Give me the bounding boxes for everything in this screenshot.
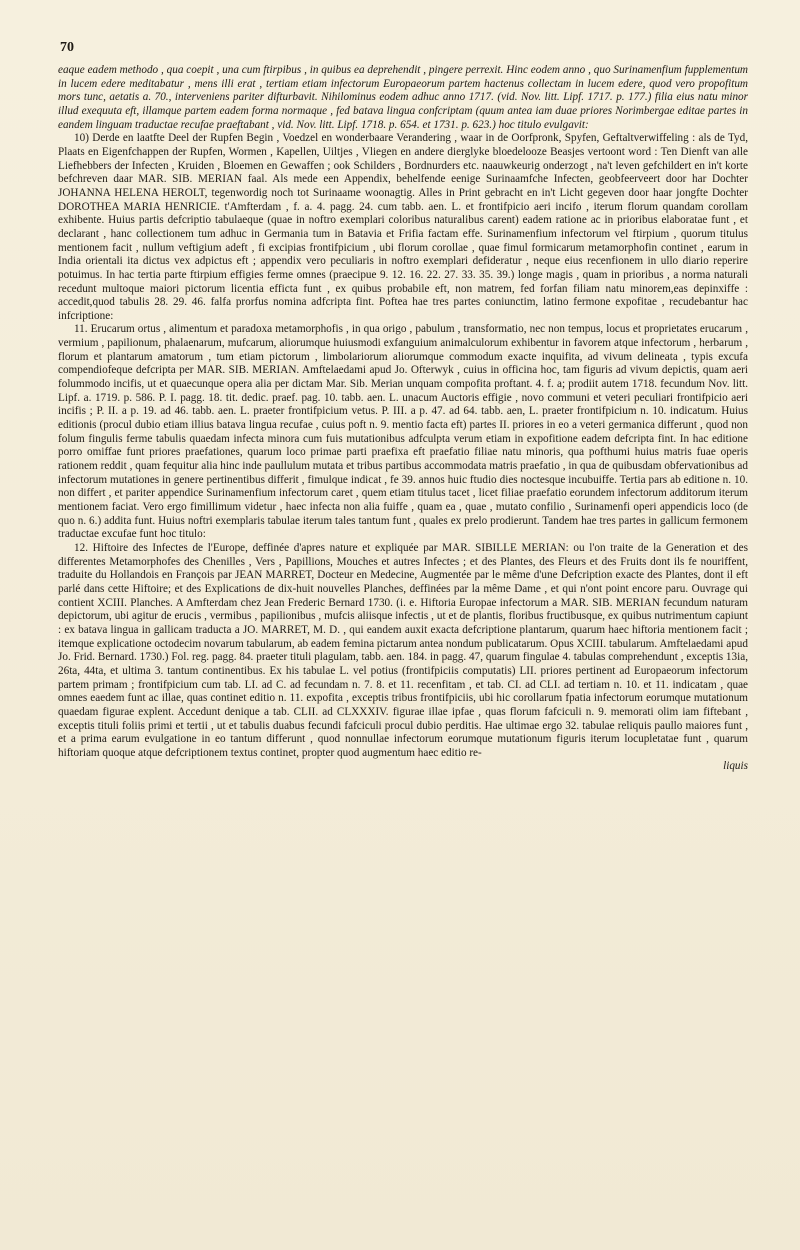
paragraph-1: eaque eadem methodo , qua coepit , una cum ftirpibus , in quibus ea deprehendit , pingere perrexit. Hinc eodem anno , quo Surinamenfium fupplementum in lucem edere meditabatur , mens illi erat , tertiam etiam infectorum Europaeorum partem hactenus collectam in lucem edere, quod vero propofitum mors tunc, aetatis a. 70., interveniens pariter difturbavit. Nihilominus eodem adhuc anno 1717. (vid. Nov. litt. Lipf. 1717. p. 177.) filia eius natu minor illud exequuta eft, illamque partem eadem forma normaque , fed batava lingua confcriptam (quum antea iam duae priores Norimbergae editae partes in eandem linguam traductae recufae praeftabant , vid. Nov. litt. Lipf. 1718. p. 654. et 1731. p. 623.) hoc titulo evulgavit: [58,64,748,131]
catchword: liquis [723,760,748,773]
paragraph-2-entry-10: 10) Derde en laatfte Deel der Rupfen Begin , Voedzel en wonderbaare Verandering , waar in de Oorfpronk, Spyfen, Geftaltverwiffeling : als de Tyd, Plaats en Eigenfchappen der Rupfen, Wormen , Kapellen, Uiltjes , Vliegen en andere dierglyke bloedelooze Beasjes vertoont word : Ten Dienft van alle Liefhebbers der Infecten , Kruiden , Bloemen en Gewaffen ; ook Schilders , Bordnurders etc. naauwkeurig onderzogt , na't leven gefchildert en in't korte befchreven daar MAR. SIB. MERIAN faal. Als mede een Appendix, behelfende eenige Surinaamfche Infecten, geobfeerveert door har Dochter JOHANNA HELENA HEROLT, tegenwordig noch tot Surinaame woonagtig. Alles in Print gebracht en in't Licht gegeven door haar jongfte Dochter DOROTHEA MARIA HENRICIE. t'Amfterdam , f. a. 4. pagg. 24. cum tabb. aen. L. et frontifpicio aeri incifo , iterum florum quandam corollam exhibente. Huius partis defcriptio tabulaeque (quae in noftro exemplari coloribus naturalibus carent) eadem ratione ac in prioribus elaboratae funt , et declarant , hanc collectionem tum adhuc in Germania tum in Batavia et Frifia factam effe. Surinamenfium infectorum vel ftirpium , quorum titulus mentionem facit , nullum veftigium adeft , fi excipias frontifpicium , ubi florum corollae , quae fimul formicarum metamorphofin continet , earum in India orientali ita dictus vex adpictus eft ; appendix vero peculiaris in noftro exemplari defideratur , neque eius recenfionem in ullo diario reperire potuimus. In hac tertia parte ftirpium effigies ferme omnes (praecipue 9. 12. 16. 22. 27. 33. 35. 39.) longe magis , quam in prioribus , a norma naturali recedunt multoque maiori pictorum licentia efficta funt , ex quibus probabile eft, non matrem, fed forfan filiam natu minorem,eas depinxiffe : accedit,quod tabulis 28. 29. 46. falfa prorfus nomina adfcripta fint. Poftea hae tres partes coniunctim, latino fermone expofitae , recudebantur hac infcriptione: [58,132,748,322]
paragraph-3-entry-11: 11. Erucarum ortus , alimentum et paradoxa metamorphofis , in qua origo , pabulum , transformatio, nec non tempus, locus et proprietates erucarum , vermium , papilionum, phalaenarum, mufcarum, aliorumque huiusmodi exfanguium animalculorum exhibentur in favorem atque infectorum , herbarum , florum et plantarum amatorum , tum etiam pictorum , limbolariorum aliorumque commodum exacte inquifita, ad vivum delineata , typis excufa compendiofeque defcripta per MAR. SIB. MERIAN. Amftelaedami apud Jo. Ofterwyk , cuius in officina hoc, tam figuris ad vivum depictis, quam aeri folummodo incifis, ut et quaecunque opera alia per dictam Mar. Sib. Merian unquam compofita proftant. 4. f. a; prodiit autem 1718. fecundum Nov. litt. Lipf. a. 1719. p. 586. P. I. pagg. 18. tit. dedic. praef. pag. 10. tabb. aen. L. unacum Auctoris effigie , novo communi et veteri peculiari frontifpicio aeri incifis ; P. II. a p. 19. ad 46. tabb. aen. L. praeter frontifpicium vetus. P. III. a p. 47. ad 64. tabb. aen, L. praeter frontifpicium n. 10. indicatum. Huius editionis (procul dubio etiam illius batava lingua recufae , cuius poft n. 9. mentio facta eft) partes II. priores in eo a veteri germanica differunt , quod non folum fingulis ferme tabulis quaedam infecta minora cum fuis mutationibus adfculpta verum etiam in expofitione eadem defcripta fint. In hac editione porro omiffae funt priores praefationes, quarum loco primae parti praefixa eft praefatio filiae natu minoris, qua pofthumi huius matris fuae operis rationem reddit , quam fequitur alia hinc inde paullulum mutata et tribus partibus accommodata matris praefatio , in qua de quibusdam obfervationibus ad infectorum mutationes in genere pertinentibus differit , fimulque indicat , fe 39. annos huic ftudio dies noctesque incubuiffe. Tertia pars ab editione n. 10. non differt , et pariter appendice Surinamenfium infectorum caret , quem etiam titulus tacet , licet filiae praefatio eorundem infectorum additorum iterum mentionem faciat. Vero ergo fimillimum videtur , haec infecta non alia fuiffe , quam ea , quae , mutato confilio , Surinamenfi operi appendicis loco (de quo n. 6.) addita funt. Huius noftri exemplaris tabulae iterum tales tantum funt , quales ex prelo prodierunt. Tandem hae tres partes in gallicum fermonem traductae excufae funt hoc titulo: [58,323,748,541]
paragraph-4-entry-12: 12. Hiftoire des Infectes de l'Europe, deffinée d'apres nature et expliquée par MAR. SIBILLE MERIAN: ou l'on traite de la Generation et des differentes Metamorphofes des Chenilles , Vers , Papillions, Mouches et autres Infectes ; et des Plantes, des Fleurs et des Fruits dont ils fe nouriffent, traduite du Hollandois en François par JEAN MARRET, Docteur en Medecine, Augmentée par le même d'une Defcription exacte des Plantes, dont il eft parlé dans cette Hiftoire; et des Explications de dix-huit nouvelles Planches, deffinées par la même Dame , et qui n'ont point encore paru. Ouvrage qui contient XCIII. Planches. A Amfterdam chez Jean Frederic Bernard 1730. (i. e. Hiftoria Europae infectorum a MAR. SIB. MERIAN fecundum naturam depictorum, ubi agitur de erucis , vermibus , papilionibus , mufcis aliisque infectis , ut et de plantis, floribus fructibusque, ex quibus nutrimentum capiunt : ex batava lingua in gallicam traducta a JO. MARRET, M. D. , qui eandem auxit exacta defcriptione plantarum, quarum haec hiftoria mentionem facit ; itemque explicatione octodecim novarum tabularum, ab eadem femina pictarum antea nondum publicatarum. Opus XCIII. tabularum. Amftelaedami apud Jo. Frid. Bernard. 1730.) Fol. reg. pagg. 84. praeter tituli plagulam, tabb. aen. 184. in pagg. 47, quarum fingulae 4. tabulas comprehendunt , exceptis 13ia, 26ta, 44ta, et ultima 3. tantum continentibus. Ex his tabulae L. vel potius (frontifpiciis computatis) LII. priores pertinent ad Europaeorum infectorum partem primam ; frontifpicium cum tab. LI. ad C. ad fecundam n. 7. 8. et 11. recenfitam , et tab. CI. ad CLI. ad tertiam n. 10. et 11. indicatam , quae omnes eaedem funt ac illae, quas continet editio n. 11. expofita , exceptis tribus frontifpiciis, ubi hic corollarum fpatia infectorum eorumque mutationum quaedam figurae explent. Accedunt denique a tab. CLII. ad CLXXXIV. figurae illae ipfae , quas florum fafciculi n. 9. memorati olim iam fiftebant , exceptis tituli foliis primi et tertii , ut et tabulis duabus fecundi fafciculi procul dubio perditis. Hae ultimae ergo 32. tabulae reliquis paullo maiores funt , et a prima earum evulgatione in eo tantum differunt , quod nonnullae infectorum eorumque mutationum figuris iterum locupletatae funt , quarum hiftoriam quoque atque defcriptionem textus continet, propter quod augmentum haec editio re- [58,541,748,759]
page-number: 70 [60,40,74,55]
